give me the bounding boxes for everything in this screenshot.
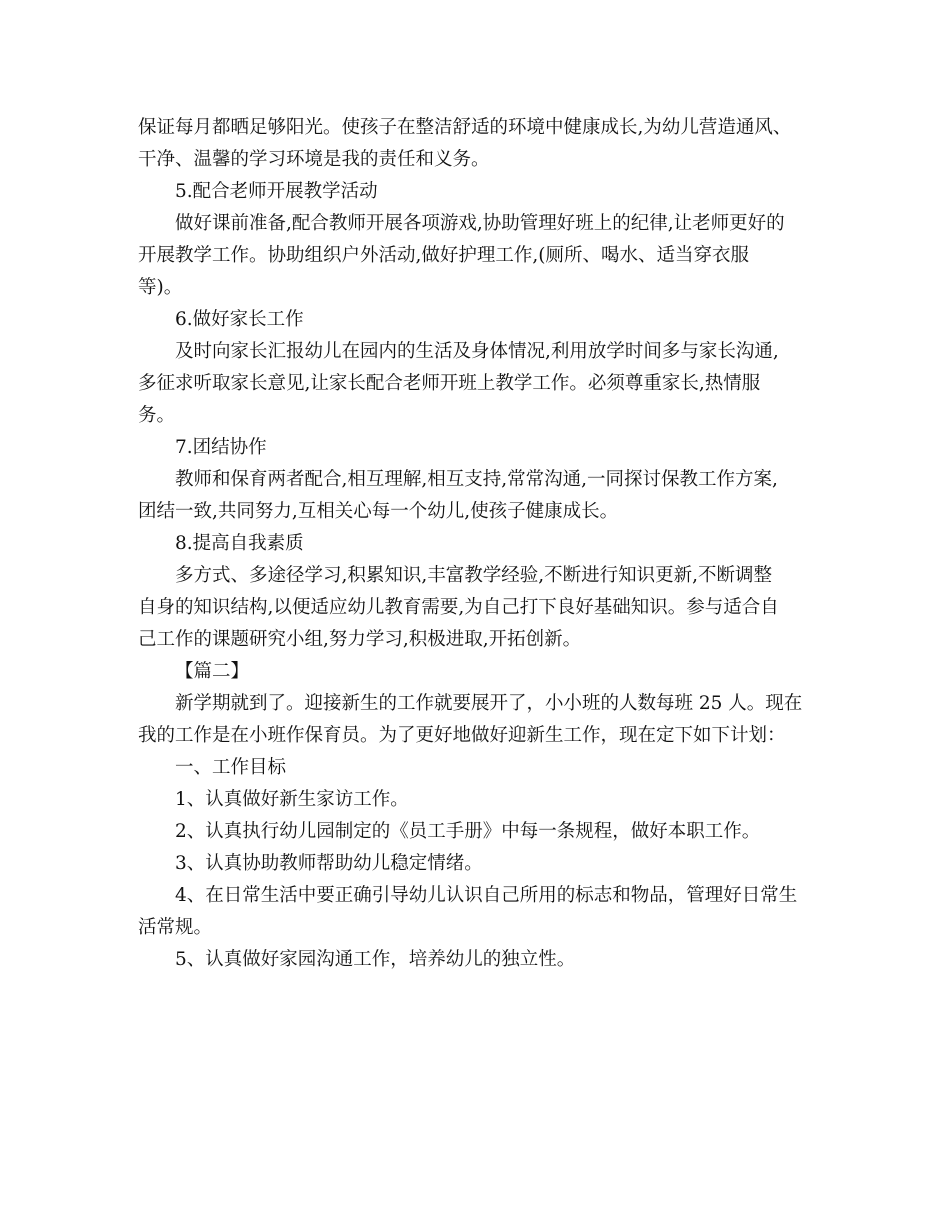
line-text: 开展教学工作。协助组织户外活动,做好护理工作,(厕所、喝水、适当穿衣服	[138, 245, 749, 266]
list-item	[138, 848, 818, 880]
text-line	[138, 272, 818, 304]
line-text: 1、认真做好新生家访工作。	[175, 789, 409, 810]
line-text: 干净、温馨的学习环境是我的责任和义务。	[138, 149, 490, 170]
text-line	[138, 688, 818, 720]
line-text: 等)。	[138, 277, 183, 298]
heading-text: 一、工作目标	[175, 757, 287, 778]
text-line	[138, 400, 818, 432]
text-line	[138, 624, 818, 656]
text-line	[138, 368, 818, 400]
line-text: 己工作的课题研究小组,努力学习,积极进取,开拓创新。	[138, 629, 582, 650]
line-text: 多方式、多途径学习,积累知识,丰富教学经验,不断进行知识更新,不断调整	[175, 565, 773, 586]
line-text: 新学期就到了。迎接新生的工作就要展开了，小小班的人数每班 25 人。现在	[175, 693, 803, 714]
line-text: 保证每月都晒足够阳光。使孩子在整洁舒适的环境中健康成长,为幼儿营造通风、	[138, 117, 792, 138]
section-heading	[138, 432, 818, 464]
text-line	[138, 496, 818, 528]
list-item	[138, 944, 818, 976]
document-body	[138, 112, 818, 976]
line-text: 我的工作是在小班作保育员。为了更好地做好迎新生工作，现在定下如下计划：	[138, 725, 786, 746]
line-text: 5、认真做好家园沟通工作，培养幼儿的独立性。	[175, 949, 576, 970]
text-line	[138, 144, 818, 176]
heading-text: 6.做好家长工作	[175, 309, 304, 330]
text-line	[138, 112, 818, 144]
section-heading	[138, 752, 818, 784]
text-line	[138, 912, 818, 944]
text-line	[138, 560, 818, 592]
line-text: 自身的知识结构,以便适应幼儿教育需要,为自己打下良好基础知识。参与适合自	[138, 597, 779, 618]
text-line	[138, 720, 818, 752]
heading-text: 7.团结协作	[175, 437, 267, 458]
text-line	[138, 464, 818, 496]
text-line	[138, 208, 818, 240]
list-item	[138, 880, 818, 912]
heading-text: 【篇二】	[175, 661, 250, 682]
list-item	[138, 816, 818, 848]
line-text: 活常规。	[138, 917, 213, 938]
section-heading	[138, 176, 818, 208]
heading-text: 8.提高自我素质	[175, 533, 304, 554]
line-text: 2、认真执行幼儿园制定的《员工手册》中每一条规程，做好本职工作。	[175, 821, 761, 842]
line-text: 及时向家长汇报幼儿在园内的生活及身体情况,利用放学时间多与家长沟通,	[175, 341, 779, 362]
line-text: 多征求听取家长意见,让家长配合老师开班上教学工作。必须尊重家长,热情服	[138, 373, 761, 394]
text-line	[138, 240, 818, 272]
line-text: 务。	[138, 405, 176, 426]
line-text: 教师和保育两者配合,相互理解,相互支持,常常沟通,一同探讨保教工作方案,	[175, 469, 778, 490]
text-line	[138, 336, 818, 368]
text-line	[138, 592, 818, 624]
heading-text: 5.配合老师开展教学活动	[175, 181, 378, 202]
section-heading	[138, 304, 818, 336]
line-text: 团结一致,共同努力,互相关心每一个幼儿,使孩子健康成长。	[138, 501, 619, 522]
line-text: 4、在日常生活中要正确引导幼儿认识自己所用的标志和物品，管理好日常生	[175, 885, 798, 906]
part-heading	[138, 656, 818, 688]
line-text: 做好课前准备,配合教师开展各项游戏,协助管理好班上的纪律,让老师更好的	[175, 213, 785, 234]
line-text: 3、认真协助教师帮助幼儿稳定情绪。	[175, 853, 483, 874]
list-item	[138, 784, 818, 816]
section-heading	[138, 528, 818, 560]
